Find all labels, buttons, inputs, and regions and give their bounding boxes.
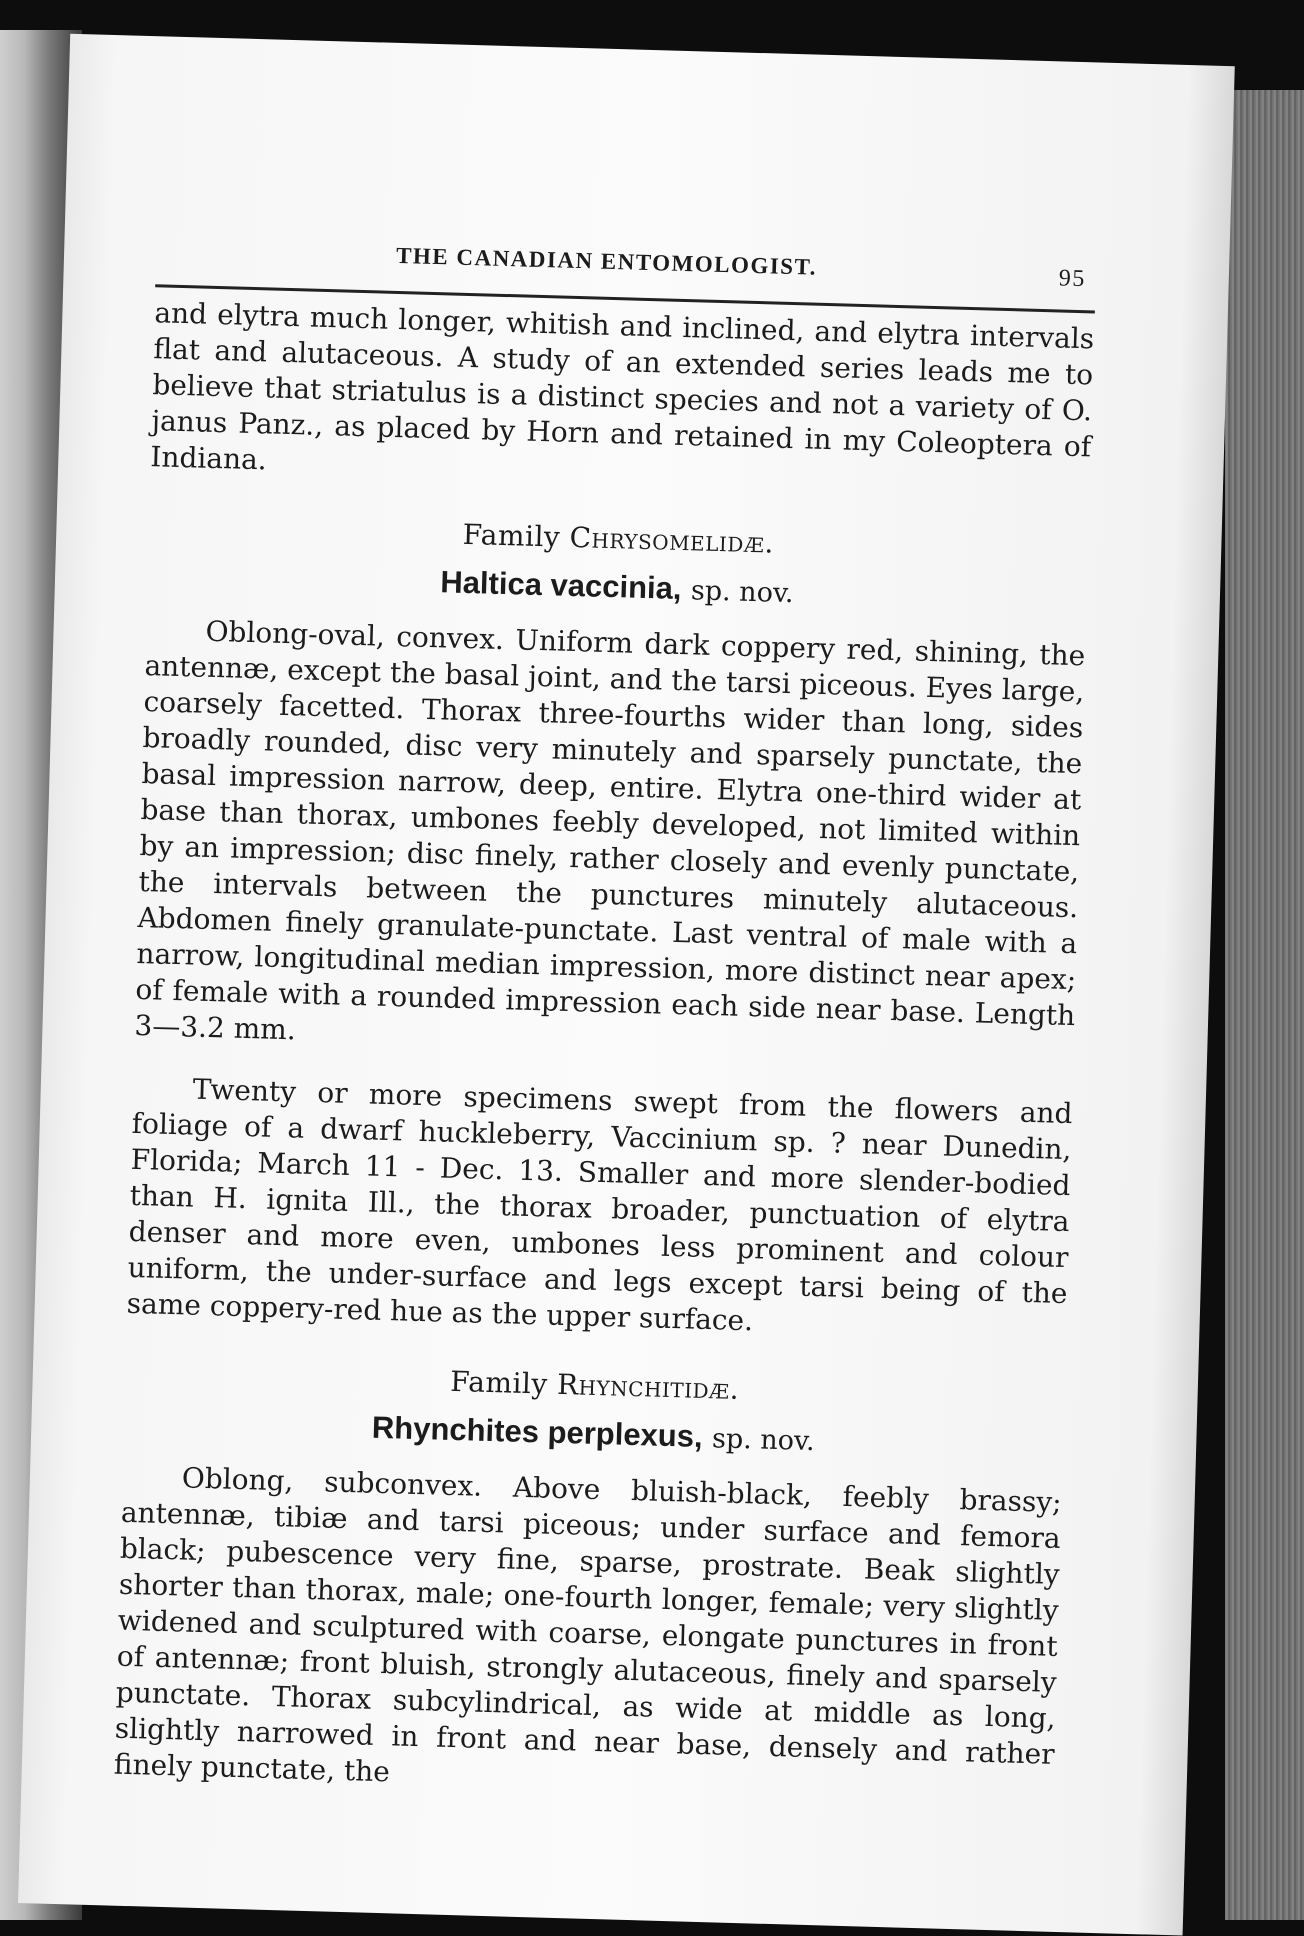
species-name: Rhynchites perplexus, <box>371 1409 704 1454</box>
species-heading-haltica <box>147 556 1088 618</box>
haltica-description: Oblong-oval, convex. Uniform dark coppery red, shining, the antennæ, except the basal joint, and the tarsi piceous. Eyes large, coarsely facetted. Thorax three-fourths wider than long, sides broadly rounded, disc very minutely and sparsely punctate, the basal impression narrow, deep, entire. Elytra one-third wider at base than thorax, umbones feebly developed, not limited within by an impression; disc finely, rather closely and evenly punctate, the intervals between the punctures minutely alutaceous. Abdomen finely granulate-punctate. Last ventral of male with a narrow, longitudinal median impression, more distinct near apex; of female with a rounded impression each side near base. Length 3—3.2 mm. <box>134 614 1086 1047</box>
running-head <box>155 236 1096 306</box>
family-name: Rhynchitidæ. <box>556 1367 740 1406</box>
text-block <box>113 236 1096 1809</box>
species-name: Haltica vaccinia, <box>439 564 683 607</box>
species-tag: sp. nov. <box>711 1423 816 1458</box>
family-name: Chrysomelidæ. <box>569 520 775 560</box>
species-heading-rhynchites <box>123 1403 1064 1465</box>
intro-paragraph: and elytra much longer, whitish and inclined, and elytra intervals flat and alutaceous. A study of an extended series leads me to believe that striatulus is a distinct species and not a variety of O. janus Panz., as placed by Horn and retained in my Coleoptera of Indiana. <box>149 296 1095 477</box>
species-tag: sp. nov. <box>690 575 794 610</box>
book-page <box>18 34 1235 1936</box>
page-stack-edge <box>1225 90 1304 1920</box>
rhynchites-description: Oblong, subconvex. Above bluish-black, feebly brassy; antennæ, tibiæ and tarsi piceous; under surface and femora black; pubescence very fine, sparse, prostrate. Beak slightly shorter than thorax, male; one-fourth longer, female; very slightly widened and sculptured with coarse, elongate punctures in front of antennæ; front bluish, strongly alutaceous, finely and sparsely punctate. Thorax subcylindrical, as wide at middle as long, slightly narrowed in front and near base, densely and rather finely punctate, the <box>113 1461 1063 1789</box>
haltica-notes: Twenty or more specimens swept from the flowers and foliage of a dwarf huckleberry, Vaccinium sp. ? near Dunedin, Florida; March 11 - Dec. 13. Smaller and more slender-bodied than H. ignita Ill., the thorax broader, punctuation of elytra denser and more even, umbones less prominent and colour uniform, the under-surface and legs except tarsi being of the same coppery-red hue as the upper surface. <box>126 1072 1073 1338</box>
family-prefix: Family <box>462 517 561 554</box>
journal-title: THE CANADIAN ENTOMOLOGIST. <box>395 242 818 280</box>
family-prefix: Family <box>449 1364 549 1401</box>
page-number: 95 <box>1058 265 1087 293</box>
